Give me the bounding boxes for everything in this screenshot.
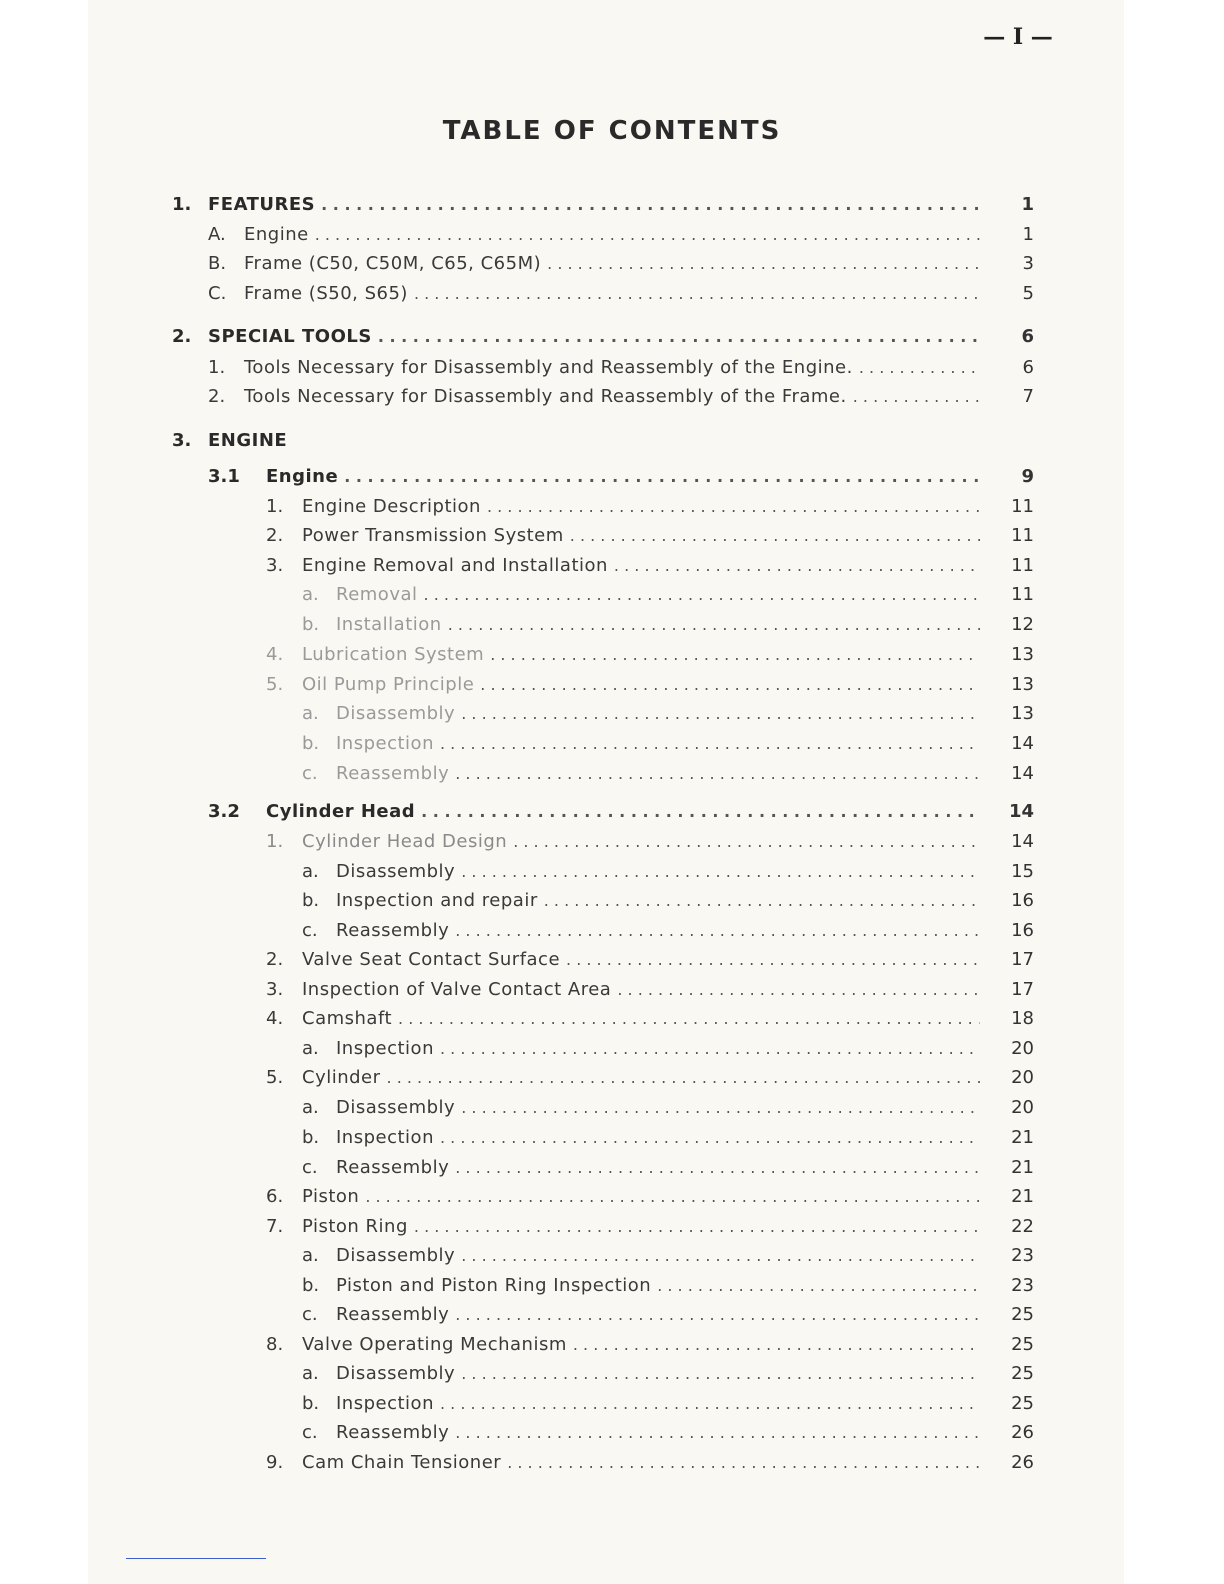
toc-page-number: 6 — [1021, 326, 1034, 347]
toc-title: Piston — [302, 1186, 360, 1207]
toc-title: Engine — [266, 466, 339, 487]
toc-number: 2. — [208, 386, 226, 407]
toc-entry[interactable] — [302, 861, 1034, 887]
toc-entry[interactable] — [302, 763, 1034, 789]
leader-dots — [617, 980, 980, 999]
toc-entry[interactable] — [302, 703, 1034, 729]
leader-dots — [573, 1335, 980, 1354]
toc-entry[interactable] — [302, 890, 1034, 916]
toc-entry[interactable] — [266, 831, 1034, 857]
toc-entry-frame-c50[interactable] — [208, 253, 1034, 279]
leader-dots — [440, 1039, 980, 1058]
toc-entry[interactable] — [302, 1157, 1034, 1183]
toc-number: c. — [302, 1157, 318, 1178]
toc-page-number: 5 — [1022, 283, 1034, 304]
toc-title: Removal — [336, 584, 418, 605]
leader-dots — [424, 585, 980, 604]
page-number: — I — — [983, 24, 1053, 50]
toc-number: a. — [302, 1038, 319, 1059]
toc-entry[interactable] — [302, 1275, 1034, 1301]
toc-entry[interactable] — [266, 1334, 1034, 1360]
leader-dots — [455, 1305, 980, 1324]
toc-number: a. — [302, 1363, 319, 1384]
toc-number: 9. — [266, 1452, 284, 1473]
toc-number: a. — [302, 703, 319, 724]
toc-entry[interactable] — [302, 614, 1034, 640]
toc-title: Valve Seat Contact Surface — [302, 949, 561, 970]
leader-dots — [657, 1276, 980, 1295]
toc-entry[interactable] — [266, 949, 1034, 975]
toc-entry[interactable] — [302, 1304, 1034, 1330]
toc-number: a. — [302, 1245, 319, 1266]
toc-page-number: 11 — [1011, 525, 1034, 546]
toc-page-number: 14 — [1011, 733, 1034, 754]
toc-page-number: 20 — [1011, 1067, 1034, 1088]
leader-dots — [421, 802, 980, 821]
toc-number: 1. — [266, 496, 284, 517]
toc-page-number: 14 — [1011, 763, 1034, 784]
toc-title: Disassembly — [336, 1097, 456, 1118]
toc-title: Power Transmission System — [302, 525, 564, 546]
leader-dots — [448, 615, 980, 634]
toc-entry[interactable] — [302, 920, 1034, 946]
toc-number: C. — [208, 283, 227, 304]
toc-title: Disassembly — [336, 1245, 456, 1266]
toc-number: b. — [302, 1393, 320, 1414]
toc-title: Tools Necessary for Disassembly and Reassembly of the Frame. — [244, 386, 847, 407]
toc-page-number: 11 — [1011, 555, 1034, 576]
toc-number: 2. — [266, 525, 284, 546]
toc-number: a. — [302, 1097, 319, 1118]
toc-page-number: 22 — [1011, 1216, 1034, 1237]
toc-section-engine[interactable] — [172, 430, 1034, 456]
toc-number: b. — [302, 733, 320, 754]
toc-entry[interactable] — [302, 1097, 1034, 1123]
toc-entry[interactable] — [302, 1245, 1034, 1271]
leader-dots — [507, 1453, 980, 1472]
leader-dots — [547, 254, 980, 273]
toc-number: 4. — [266, 1008, 284, 1029]
leader-dots — [461, 1364, 980, 1383]
toc-page-number: 23 — [1011, 1245, 1034, 1266]
toc-section-features[interactable] — [172, 194, 1034, 220]
leader-dots — [859, 358, 980, 377]
toc-entry-tools-engine[interactable] — [208, 357, 1034, 383]
toc-number: 1. — [172, 194, 192, 215]
leader-dots — [480, 675, 980, 694]
leader-dots — [440, 734, 980, 753]
toc-entry[interactable] — [266, 1216, 1034, 1242]
toc-entry[interactable] — [266, 1008, 1034, 1034]
toc-title: Reassembly — [336, 763, 450, 784]
leader-dots — [461, 704, 980, 723]
toc-entry[interactable] — [302, 1038, 1034, 1064]
leader-dots — [378, 327, 980, 346]
leader-dots — [461, 862, 980, 881]
toc-entry[interactable] — [266, 496, 1034, 522]
toc-title: Piston Ring — [302, 1216, 408, 1237]
toc-number: c. — [302, 920, 318, 941]
leader-dots — [513, 832, 980, 851]
toc-title: Installation — [336, 614, 442, 635]
toc-number: 3.1 — [208, 466, 240, 487]
toc-number: b. — [302, 614, 320, 635]
toc-number: 7. — [266, 1216, 284, 1237]
toc-number: c. — [302, 1422, 318, 1443]
toc-page-number: 13 — [1011, 644, 1034, 665]
leader-dots — [440, 1394, 980, 1413]
toc-number: 3. — [172, 430, 192, 451]
toc-number: a. — [302, 584, 319, 605]
toc-page-number: 12 — [1011, 614, 1034, 635]
toc-number: b. — [302, 1127, 320, 1148]
toc-page-number: 1 — [1021, 194, 1034, 215]
toc-page-number: 11 — [1011, 584, 1034, 605]
toc-page-number: 14 — [1008, 801, 1034, 822]
page-title: TABLE OF CONTENTS — [442, 116, 782, 146]
toc-number: c. — [302, 763, 318, 784]
toc-page-number: 1 — [1022, 224, 1034, 245]
toc-title: Tools Necessary for Disassembly and Reassembly of the Engine. — [244, 357, 853, 378]
leader-dots — [853, 387, 980, 406]
leader-dots — [455, 764, 980, 783]
toc-entry[interactable] — [302, 1363, 1034, 1389]
toc-page-number: 3 — [1022, 253, 1034, 274]
toc-number: 1. — [266, 831, 284, 852]
leader-dots — [365, 1187, 980, 1206]
toc-title: Frame (S50, S65) — [244, 283, 408, 304]
toc-page-number: 16 — [1011, 920, 1034, 941]
toc-entry-tools-frame[interactable] — [208, 386, 1034, 412]
toc-title: Frame (C50, C50M, C65, C65M) — [244, 253, 542, 274]
toc-entry[interactable] — [302, 1422, 1034, 1448]
toc-subsection-engine[interactable] — [208, 466, 1034, 492]
toc-title: Oil Pump Principle — [302, 674, 475, 695]
toc-page-number: 17 — [1011, 979, 1034, 1000]
toc-number: b. — [302, 890, 320, 911]
leader-dots — [455, 921, 980, 940]
toc-section-special-tools[interactable] — [172, 326, 1034, 352]
toc-subsection-cylinder-head[interactable] — [208, 801, 1034, 827]
toc-page-number: 25 — [1011, 1363, 1034, 1384]
toc-page-number: 20 — [1011, 1097, 1034, 1118]
toc-title: Piston and Piston Ring Inspection — [336, 1275, 652, 1296]
toc-number: 3. — [266, 979, 284, 1000]
toc-title: Camshaft — [302, 1008, 393, 1029]
toc-title: Cam Chain Tensioner — [302, 1452, 502, 1473]
toc-entry[interactable] — [266, 555, 1034, 581]
toc-page-number: 21 — [1011, 1186, 1034, 1207]
leader-dots — [544, 891, 980, 910]
toc-entry[interactable] — [302, 1393, 1034, 1419]
toc-entry[interactable] — [302, 1127, 1034, 1153]
toc-entry[interactable] — [266, 644, 1034, 670]
toc-title: Disassembly — [336, 703, 456, 724]
toc-number: 2. — [172, 326, 192, 347]
toc-title: FEATURES — [208, 194, 316, 215]
toc-page-number: 23 — [1011, 1275, 1034, 1296]
toc-title: Reassembly — [336, 920, 450, 941]
leader-dots — [614, 556, 980, 575]
toc-number: 3. — [266, 555, 284, 576]
toc-title: Inspection — [336, 733, 434, 754]
toc-title: Cylinder Head Design — [302, 831, 508, 852]
leader-dots — [566, 950, 980, 969]
toc-number: b. — [302, 1275, 320, 1296]
toc-number: 3.2 — [208, 801, 240, 822]
toc-page-number: 13 — [1011, 674, 1034, 695]
toc-title: SPECIAL TOOLS — [208, 326, 372, 347]
leader-dots — [414, 284, 980, 303]
toc-entry[interactable] — [266, 1186, 1034, 1212]
toc-title: Valve Operating Mechanism — [302, 1334, 567, 1355]
toc-entry-engine[interactable] — [208, 224, 1034, 250]
toc-page-number: 25 — [1011, 1304, 1034, 1325]
toc-title: Inspection and repair — [336, 890, 538, 911]
toc-page-number: 18 — [1011, 1008, 1034, 1029]
toc-title: Reassembly — [336, 1304, 450, 1325]
toc-title: Reassembly — [336, 1157, 450, 1178]
toc-entry[interactable] — [302, 733, 1034, 759]
toc-page-number: 14 — [1011, 831, 1034, 852]
toc-entry[interactable] — [266, 674, 1034, 700]
toc-page-number: 21 — [1011, 1127, 1034, 1148]
leader-dots — [440, 1128, 980, 1147]
toc-number: 5. — [266, 674, 284, 695]
toc-entry-frame-s50[interactable] — [208, 283, 1034, 309]
toc-page-number: 13 — [1011, 703, 1034, 724]
toc-entry[interactable] — [266, 525, 1034, 551]
leader-dots — [315, 225, 980, 244]
leader-dots — [570, 526, 980, 545]
toc-entry[interactable] — [266, 1452, 1034, 1478]
leader-dots — [398, 1009, 980, 1028]
leader-dots — [387, 1068, 980, 1087]
leader-dots — [461, 1098, 980, 1117]
toc-title: Engine Description — [302, 496, 481, 517]
toc-title: Inspection — [336, 1393, 434, 1414]
toc-entry[interactable] — [302, 584, 1034, 610]
leader-dots — [455, 1423, 980, 1442]
leader-dots — [455, 1158, 980, 1177]
link-underline — [126, 1558, 266, 1559]
toc-title: Engine Removal and Installation — [302, 555, 608, 576]
toc-page-number: 6 — [1022, 357, 1034, 378]
toc-number: a. — [302, 861, 319, 882]
toc-number: 1. — [208, 357, 226, 378]
toc-page-number: 21 — [1011, 1157, 1034, 1178]
toc-title: Inspection — [336, 1038, 434, 1059]
toc-number: 6. — [266, 1186, 284, 1207]
toc-number: c. — [302, 1304, 318, 1325]
toc-title: Disassembly — [336, 1363, 456, 1384]
leader-dots — [321, 195, 980, 214]
toc-page-number: 26 — [1011, 1452, 1034, 1473]
toc-number: 5. — [266, 1067, 284, 1088]
leader-dots — [461, 1246, 980, 1265]
toc-entry[interactable] — [266, 979, 1034, 1005]
toc-title: Inspection of Valve Contact Area — [302, 979, 612, 1000]
toc-page-number: 25 — [1011, 1393, 1034, 1414]
toc-page-number: 17 — [1011, 949, 1034, 970]
toc-title: Cylinder Head — [266, 801, 416, 822]
toc-title: Disassembly — [336, 861, 456, 882]
toc-title: Inspection — [336, 1127, 434, 1148]
toc-page-number: 16 — [1011, 890, 1034, 911]
leader-dots — [344, 467, 980, 486]
toc-title: Cylinder — [302, 1067, 381, 1088]
toc-number: A. — [208, 224, 226, 245]
leader-dots — [490, 645, 980, 664]
toc-title: ENGINE — [208, 430, 288, 451]
toc-page-number: 7 — [1022, 386, 1034, 407]
toc-page-number: 15 — [1011, 861, 1034, 882]
toc-page-number: 11 — [1011, 496, 1034, 517]
leader-dots — [414, 1217, 980, 1236]
toc-page-number: 9 — [1021, 466, 1034, 487]
toc-title: Lubrication System — [302, 644, 485, 665]
toc-page-number: 26 — [1011, 1422, 1034, 1443]
leader-dots — [487, 497, 980, 516]
toc-entry[interactable] — [266, 1067, 1034, 1093]
toc-number: B. — [208, 253, 227, 274]
toc-page-number: 25 — [1011, 1334, 1034, 1355]
toc-number: 2. — [266, 949, 284, 970]
toc-title: Reassembly — [336, 1422, 450, 1443]
toc-title: Engine — [244, 224, 309, 245]
toc-page-number: 20 — [1011, 1038, 1034, 1059]
toc-number: 8. — [266, 1334, 284, 1355]
toc-number: 4. — [266, 644, 284, 665]
